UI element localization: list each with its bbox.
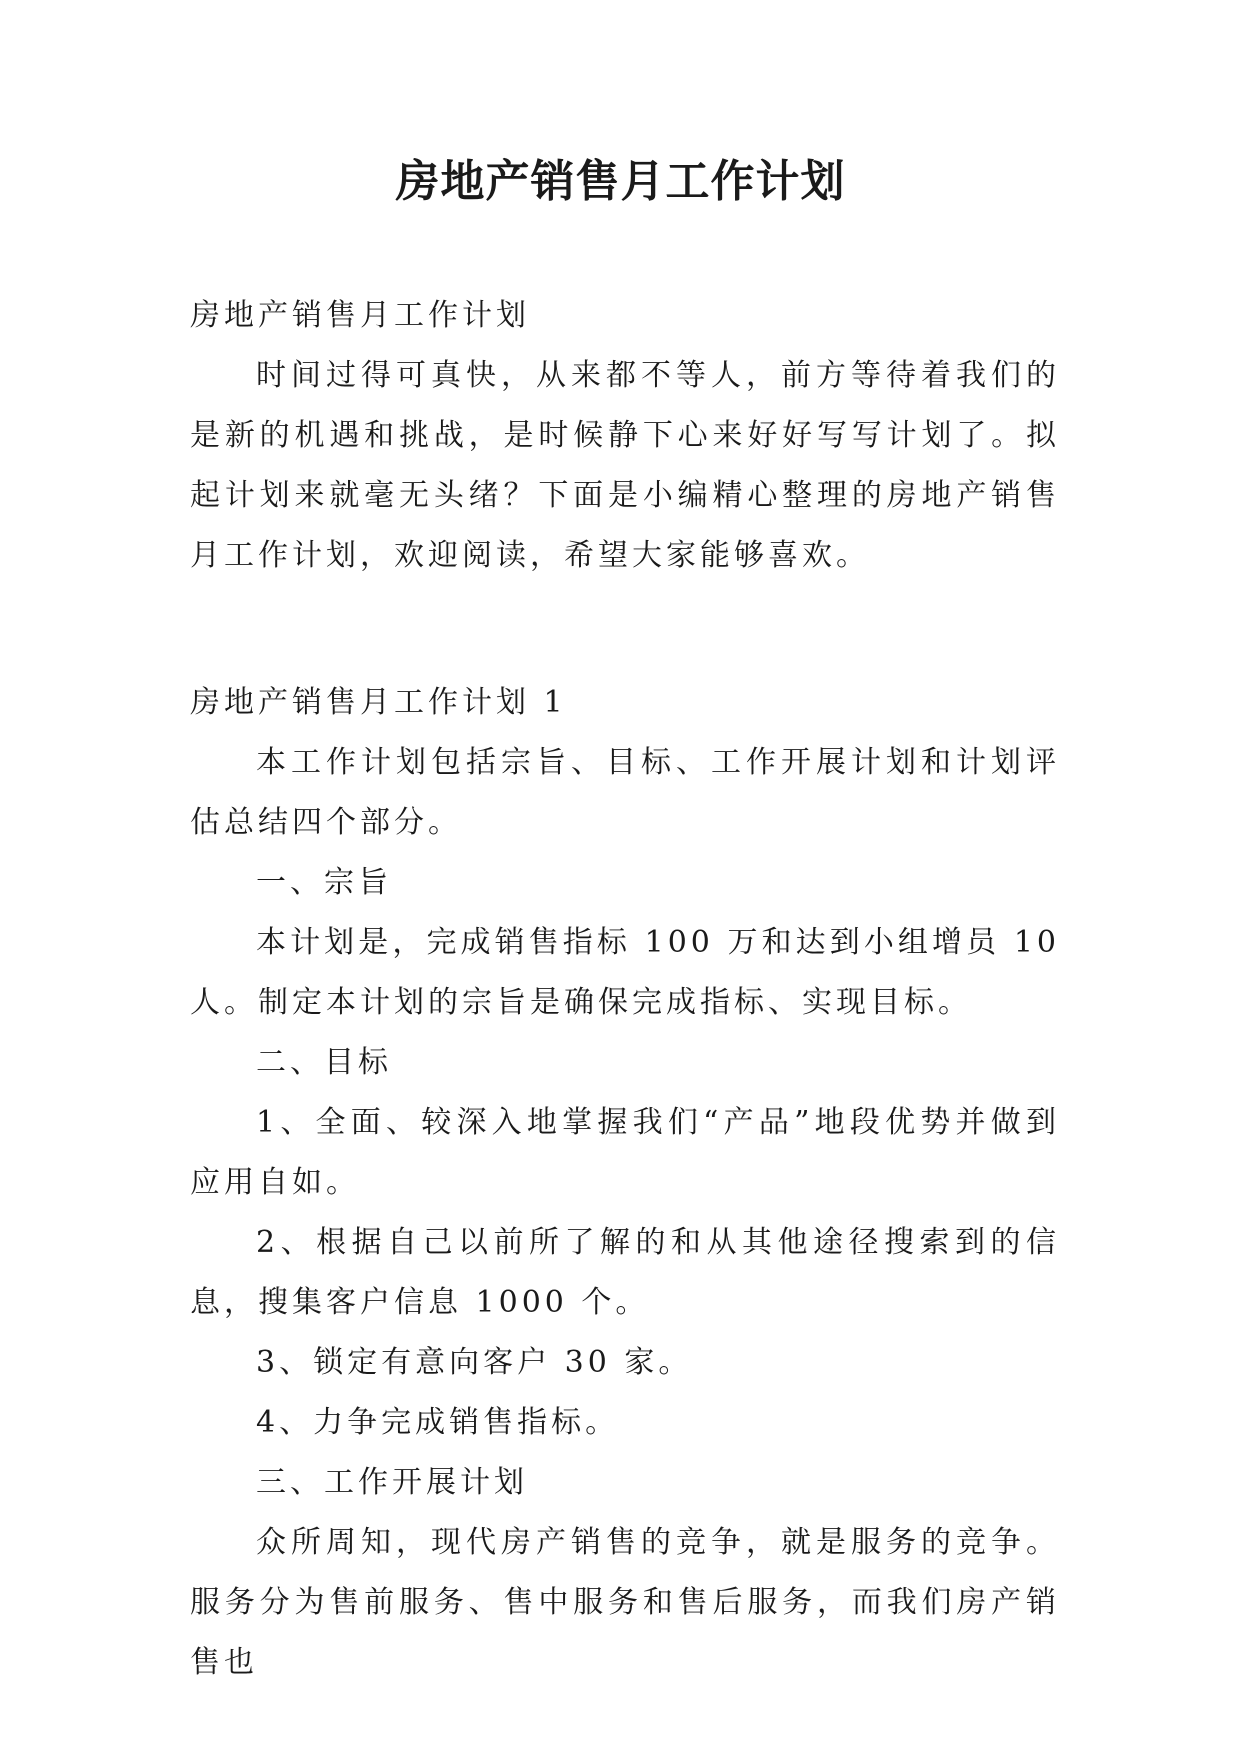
paragraph: 本计划是，完成销售指标 100 万和达到小组增员 10 人。制定本计划的宗旨是确保完成指标、实现目标。	[190, 925, 1060, 1020]
section-heading: 房地产销售月工作计划 1	[190, 685, 567, 720]
document-title: 房地产销售月工作计划	[395, 156, 846, 207]
paragraph: 众所周知，现代房产销售的竞争，就是服务的竞争。服务分为售前服务、售中服务和售后服务，而我们房产销售也	[190, 1525, 1060, 1680]
paragraph: 本工作计划包括宗旨、目标、工作开展计划和计划评估总结四个部分。	[190, 745, 1060, 840]
paragraph: 时间过得可真快，从来都不等人，前方等待着我们的是新的机遇和挑战，是时候静下心来好好写写计划了。拟起计划来就毫无头绪？下面是小编精心整理的房地产销售月工作计划，欢迎阅读，希望大家能够喜欢。	[190, 358, 1060, 573]
list-item: 1、全面、较深入地掌握我们“产品”地段优势并做到应用自如。	[190, 1105, 1060, 1200]
list-item: 2、根据自己以前所了解的和从其他途径搜索到的信息，搜集客户信息 1000 个。	[190, 1225, 1060, 1320]
list-item: 4、力争完成销售指标。	[256, 1405, 620, 1440]
section-heading: 一、宗旨	[256, 865, 392, 900]
document-body	[190, 286, 1060, 1693]
paragraph: 房地产销售月工作计划	[190, 298, 530, 333]
section-heading: 三、工作开展计划	[256, 1465, 528, 1500]
section-heading: 二、目标	[256, 1045, 392, 1080]
list-item: 3、锁定有意向客户 30 家。	[256, 1345, 693, 1380]
